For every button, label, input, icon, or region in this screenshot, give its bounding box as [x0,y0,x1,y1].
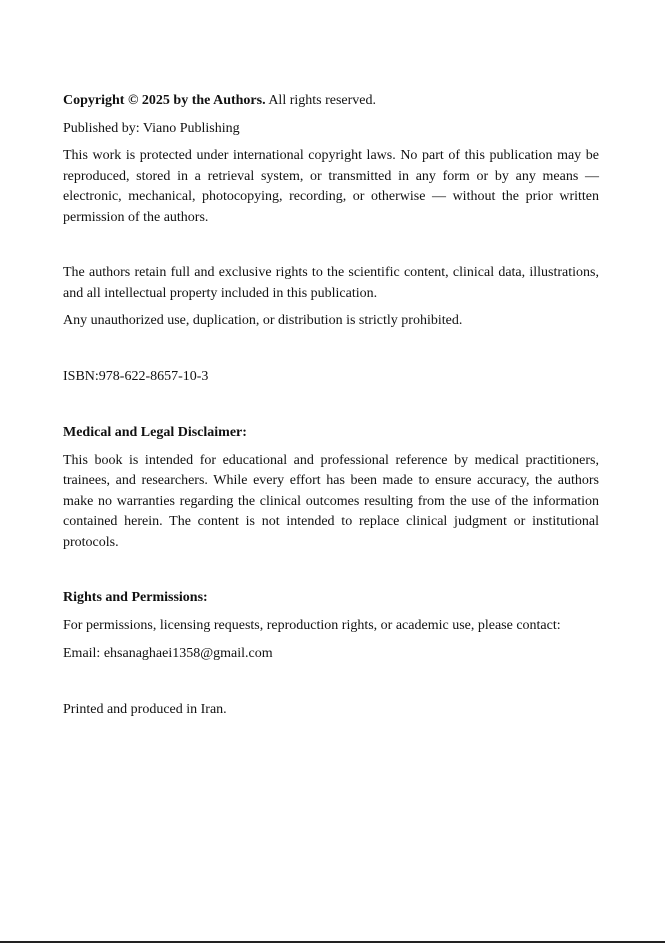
permissions-body: For permissions, licensing requests, reproduction rights, or academic use, please contact: [63,617,561,633]
copyright-page [63,91,599,720]
rights-retained-paragraph: The authors retain full and exclusive rights to the scientific content, clinical data, illustrations, and all intellectual property included in this publication. [63,265,599,301]
publisher-line: Published by: Viano Publishing [63,120,240,136]
disclaimer-body: This book is intended for educational and professional reference by medical practitioners, trainees, and researchers. While every effort has been made to ensure accuracy, the authors make no warranties regarding the clinical outcomes resulting from the use of the information contained herein. The content is not intended to replace clinical judgment or institutional protocols. [63,452,599,550]
disclaimer-heading: Medical and Legal Disclaimer: [63,425,247,440]
printed-location-line: Printed and produced in Iran. [63,701,227,717]
contact-email: Email: ehsanaghaei1358@gmail.com [63,646,273,661]
permissions-heading: Rights and Permissions: [63,590,208,605]
copyright-notice: Copyright © 2025 by the Authors. [63,93,266,108]
rights-reserved-text: All rights reserved. [265,93,377,108]
unauthorized-use-line: Any unauthorized use, duplication, or distribution is strictly prohibited. [63,313,463,328]
copyright-line [63,91,599,112]
isbn-line: ISBN:978-622-8657-10-3 [63,368,209,384]
protection-paragraph: This work is protected under international copyright laws. No part of this publication may be reproduced, stored in a retrieval system, or transmitted in any form or by any means — electronic, mechanical, photocopying, recording, or otherwise — without the prior written permission of the authors. [63,148,599,225]
